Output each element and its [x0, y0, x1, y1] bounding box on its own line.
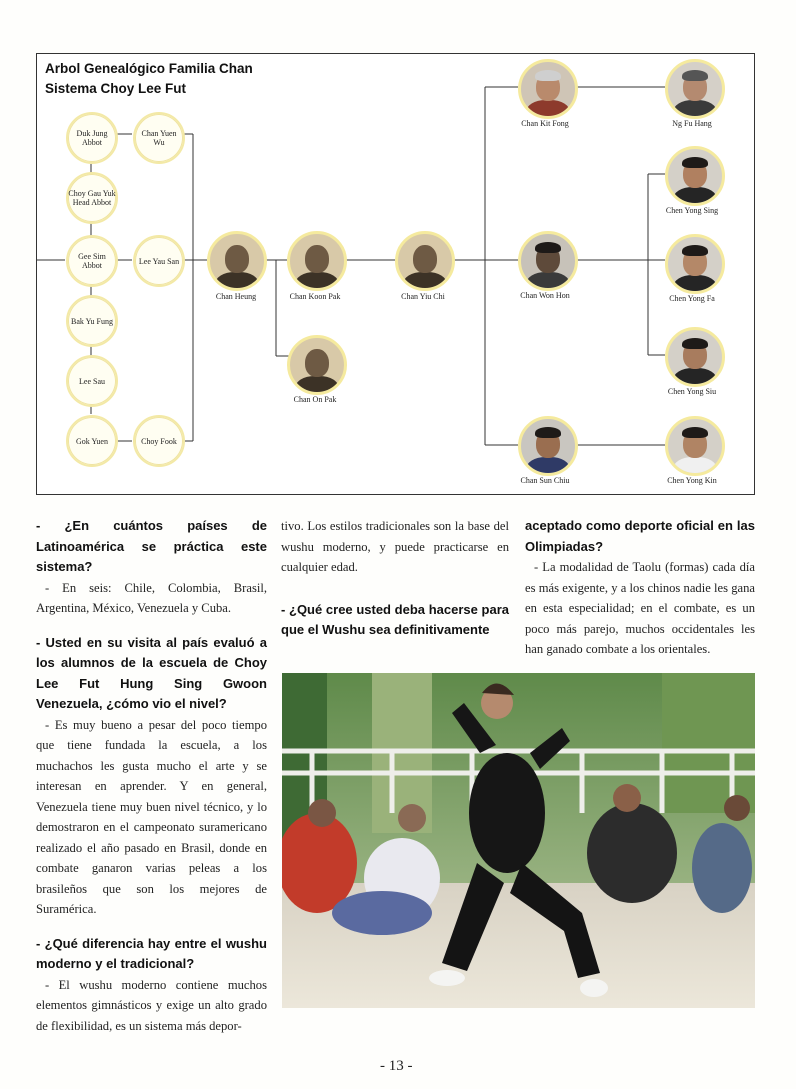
kung-fu-demonstration-photo	[282, 673, 755, 1008]
portrait-chan-yiu-chi	[395, 231, 455, 291]
node-gok-yuen	[66, 415, 118, 467]
portrait-chen-yong-siu	[665, 327, 725, 387]
portrait-chen-yong-kin	[665, 416, 725, 476]
node-bak-yu-fung	[66, 295, 118, 347]
caption-chan-kit-fong: Chan Kit Fong	[521, 119, 569, 128]
node-label: Bak Yu Fung	[71, 316, 113, 326]
tree-title-line1: Arbol Genealógico Familia Chan	[45, 61, 253, 76]
caption-chen-yong-sing: Chen Yong Sing	[665, 206, 719, 215]
question-2: - Usted en su visita al país evaluó a los alumnos de la escuela de Choy Lee Fut Hung Sing Gwoon Venezuela, ¿cómo vio el nivel?	[36, 634, 267, 711]
node-lee-sau	[66, 355, 118, 407]
tree-title-line2: Sistema Choy Lee Fut	[45, 81, 187, 96]
caption-chen-yong-siu: Chen Yong Siu	[667, 387, 717, 396]
answer-4: - La modalidad de Taolu (formas) cada día es más exigente, y a los chinos nadie les gana en esta especialidad; en el combate, es un poco más parejo, muchos occidentales les han ganado combate a los orientales.	[525, 560, 755, 656]
caption-chen-yong-fa: Chen Yong Fa	[669, 294, 715, 303]
question-3: - ¿Qué diferencia hay entre el wushu moderno y el tradicional?	[36, 935, 267, 971]
portrait-chan-koon-pak	[287, 231, 347, 291]
text-column-1	[36, 516, 267, 1036]
answer-1: - En seis: Chile, Colombia, Brasil, Argentina, México, Venezuela y Cuba.	[36, 580, 267, 615]
question-1: - ¿En cuántos países de Latinoamérica se práctica este sistema?	[36, 518, 267, 574]
page-number: - 13 -	[380, 1058, 413, 1074]
node-choy-gau-yuk	[66, 172, 118, 224]
node-chan-yuen-wu	[133, 112, 185, 164]
node-lee-yau-san	[133, 235, 185, 287]
portrait-ng-fu-hang	[665, 59, 725, 119]
node-label: Duk Jung Abbot	[76, 129, 108, 147]
caption-chan-yiu-chi: Chan Yiu Chi	[401, 292, 445, 301]
portrait-chan-kit-fong	[518, 59, 578, 119]
node-label: Gee Sim Abbot	[78, 252, 106, 270]
node-duk-jung-abbot	[66, 112, 118, 164]
node-label: Chan Yuen Wu	[141, 129, 177, 147]
node-label: Gok Yuen	[76, 436, 108, 446]
question-4: - ¿Qué cree usted deba hacerse para que el Wushu sea definitivamente	[281, 601, 509, 637]
text-column-2	[281, 516, 509, 641]
node-label: Lee Yau San	[138, 256, 180, 266]
answer-2: - Es muy bueno a pesar del poco tiempo que tiene fundada la escuela, a los muchachos les gusta mucho el arte y se interesan en aprender. Y en general, Venezuela tiene muy buen nivel técnico, y lo demostraron en el campeonato suramericano realizado el año pasado en Brasil, donde en combate ganaron varias peleas a los brasileños que son los mejores de Suramérica.	[36, 717, 267, 916]
caption-chen-yong-kin: Chen Yong Kin	[667, 476, 717, 485]
caption-ng-fu-hang: Ng Fu Hang	[672, 119, 712, 128]
node-label: Lee Sau	[79, 376, 105, 386]
portrait-chan-on-pak	[287, 335, 347, 395]
portrait-chen-yong-sing	[665, 146, 725, 206]
node-choy-fook	[133, 415, 185, 467]
portrait-chan-heung	[207, 231, 267, 291]
family-tree	[36, 53, 755, 495]
question-4-continued: aceptado como deporte oficial en las Olimpiadas?	[525, 518, 755, 554]
portrait-chen-yong-fa	[665, 234, 725, 294]
caption-chan-sun-chiu: Chan Sun Chiu	[520, 476, 570, 485]
node-gee-sim-abbot	[66, 235, 118, 287]
answer-3: - El wushu moderno contiene muchos elementos gimnásticos y exige un alto grado de flexibilidad, es un sistema más depor-	[36, 977, 267, 1033]
node-label: Choy Gau Yuk Head Abbot	[68, 189, 116, 207]
answer-3-continued: tivo. Los estilos tradicionales son la base del wushu moderno, y puede practicarse en cualquier edad.	[281, 519, 509, 574]
portrait-chan-sun-chiu	[518, 416, 578, 476]
caption-chan-heung: Chan Heung	[215, 292, 257, 301]
caption-chan-won-hon: Chan Won Hon	[520, 291, 570, 300]
caption-chan-on-pak: Chan On Pak	[293, 395, 337, 404]
caption-chan-koon-pak: Chan Koon Pak	[289, 292, 341, 301]
text-column-3	[525, 516, 755, 660]
portrait-chan-won-hon	[518, 231, 578, 291]
photo-illustration	[282, 673, 755, 1008]
node-label: Choy Fook	[141, 436, 177, 446]
